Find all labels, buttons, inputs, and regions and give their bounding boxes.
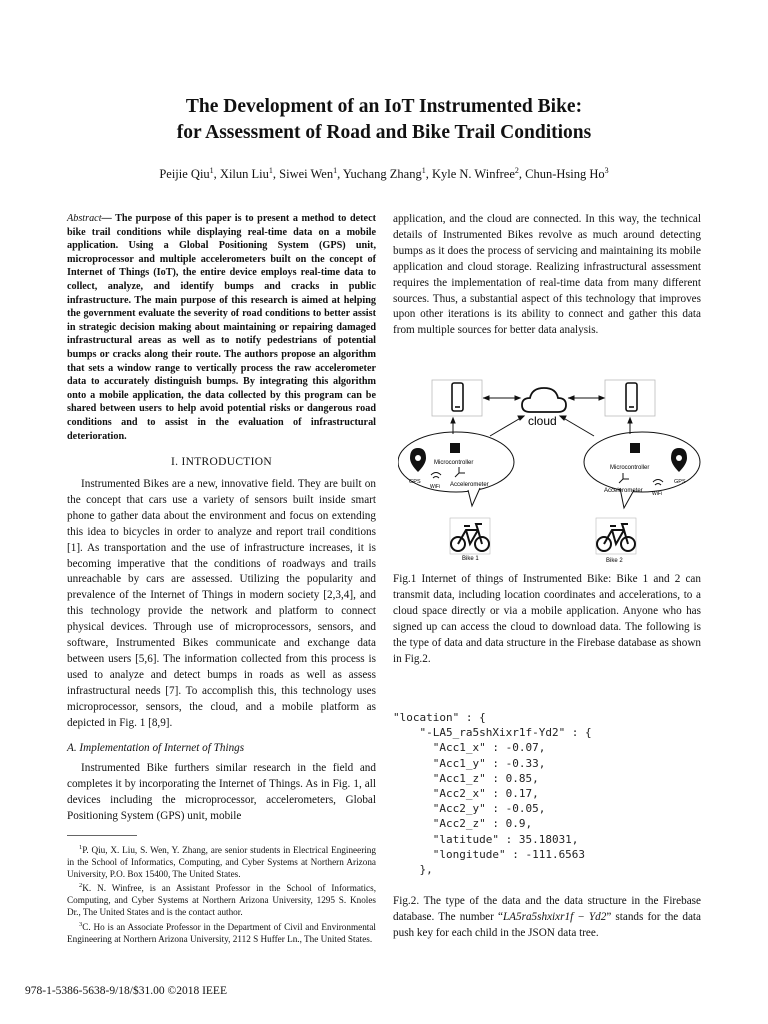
microcontroller-label: Microcontroller	[434, 460, 474, 466]
accelerometer-icon	[455, 467, 465, 477]
microcontroller-chip-icon	[450, 443, 460, 453]
accelerometer-icon	[619, 473, 629, 483]
figure1-caption: Fig.1 Internet of things of Instrumented Bike: Bike 1 and 2 can transmit data, including location coordinates and accelerations, to a cloud space directly or via a mobile application. Anyone who has signed up can access the cloud to download data. The following is the type of data and data structure in the Firebase database as shown in Fig.2.	[393, 573, 701, 665]
abstract-lead: Abstract	[67, 213, 102, 224]
gps-pin-icon	[671, 448, 687, 472]
gps-label: GPS	[674, 479, 686, 485]
cloud-label: cloud	[528, 414, 557, 428]
isbn-copyright-line: 978-1-5386-5638-9/18/$31.00 ©2018 IEEE	[25, 985, 227, 997]
implementation-paragraph: Instrumented Bike furthers similar research in the field and completes it by incorporating the Internet of Things. As in Fig. 1, all devices including the microprocessor, accelerometers, Global Positioning System (GPS) unit, mobile	[67, 762, 376, 823]
phone-icon	[626, 383, 637, 411]
title-line-1: The Development of an IoT Instrumented Bike:	[185, 96, 583, 117]
microcontroller-label: Microcontroller	[610, 465, 650, 471]
subsection-heading: A. Implementation of Internet of Things	[67, 741, 245, 754]
gps-label: GPS	[409, 479, 421, 485]
author-list: Peijie Qiu$^1$, Xilun Liu$^1$, Siwei Wen$^1$, Yuchang Zhang$^1$, Kyle N. Winfree$^2$, Chun-Hsing Ho$^3$	[159, 166, 609, 182]
author: Siwei Wen$^1$	[279, 166, 338, 182]
bike1-label: Bike 1	[462, 556, 479, 562]
accelerometer-label: Accelerometer	[450, 482, 489, 488]
fig2-caption-math: LA5ra5shxixr1f − Yd2	[502, 910, 607, 923]
footnote-rule	[67, 835, 137, 836]
figure2-caption	[393, 894, 701, 942]
abstract-text: — The purpose of this paper is to present a method to detect bike trail conditions while displaying real-time data on a mobile application. Using a Global Positioning System (GPS) unit, microprocessor and multiple accelerometers built on the concept of Internet of Things (IoT), the entire device employs real-time data to collect, analyze, and identify bumps and cracks in public infrastructure. The main purpose of this research is aimed at helping the government evaluate the severity of road conditions to better assist in strategic decision making about maintaining or repairing damaged infrastructural areas as well as to notify pedestrians of potential bumps or cracks along their route. The authors propose an algorithm that sets a window range to vertically process the raw accelerometer data to accurately distinguish bumps. By integrating this algorithm onto a mobile application, the data collected by this program can be shared between users to help avoid potential risks or dangerous road conditions and to assist in the evaluation of infrastructural deterioration.	[67, 213, 376, 442]
gps-pin-icon	[410, 448, 426, 472]
wifi-icon	[653, 480, 663, 486]
author: Kyle N. Winfree$^2$	[431, 166, 519, 182]
fig2-caption-pre: Fig.2. The type of the data and the data structure in the Firebase database. The number “	[393, 895, 701, 923]
footnote: $^2$K. N. Winfree, is an Assistant Professor in the School of Informatics, Computing, and Cyber Systems at Northern Arizona University, 1295 S. Knoles Dr., The United States and is the contact author.	[67, 882, 376, 918]
fig2-caption-post: ” stands for the data push key for each child in the JSON data tree.	[393, 910, 701, 939]
title-line-2: for Assessment of Road and Bike Trail Conditions	[176, 122, 592, 143]
abstract	[67, 212, 376, 443]
phone-icon	[452, 383, 463, 411]
intro-paragraph: Instrumented Bikes are a new, innovative field. They are built on the concept that cars use a variety of sensors built inside smart phone to gather data about the environment and focus on extending this idea to bicycles in order to analyze and report trail conditions [1]. As transportation and the use of infrastructure increases, it is becoming imperative that the conditions of roadways and trails unreachable by cars are assessed. Utilizing the popularity and prevalence of the Internet of Things in modern society [2,3,4], and this technology provide the network and platform to connect physical devices. Through use of microprocessors, sensors, and software, Instrumented Bikes communicate and exchange data between users [5,6]. The information collected from this process is used to analyze and detect bumps in roads as well as assess infrastructural needs [7]. To accomplish this, this technology uses microprocessor, sensors, the cloud, and a mobile platform as depicted in Fig. 1 [8,9].	[67, 478, 376, 729]
bike2-label: Bike 2	[606, 558, 623, 564]
right-column-text	[393, 212, 701, 339]
author: Chun-Hsing Ho$^3$	[525, 166, 609, 182]
author: Peijie Qiu$^1$	[159, 166, 214, 182]
accelerometer-label: Accelerometer	[604, 488, 643, 494]
bike-icon	[450, 518, 490, 554]
left-column	[67, 212, 376, 946]
author: Yuchang Zhang$^1$	[342, 166, 426, 182]
wifi-label: WiFi	[652, 491, 662, 497]
paper-title	[0, 94, 768, 146]
footnote: $^1$P. Qiu, X. Liu, S. Wen, Y. Zhang, are senior students in Electrical Engineering in the School of Informatics, Computing, and Cyber Systems at Northern Arizona University, P.O. Box 15400, The United States.	[67, 844, 376, 879]
wifi-label: WiFi	[430, 484, 440, 490]
author: Xilun Liu$^1$	[219, 166, 273, 182]
footnote: $^3$C. Ho is an Associate Professor in the Department of Civil and Environmental Engineering at Northern Arizona University, 2112 S Huffer Ln., The United States.	[67, 920, 376, 944]
figure-iot-diagram	[398, 372, 701, 566]
section-heading-introduction: I. INTRODUCTION	[171, 456, 272, 469]
wifi-icon	[431, 473, 441, 479]
microcontroller-chip-icon	[630, 443, 640, 453]
json-code-block: "location" : { "-LA5_ra5shXixr1f-Yd2" : { "Acc1_x" : -0.07, "Acc1_y" : -0.33, "Acc1_z" : 0.85, "Acc2_x" : 0.17, "Acc2_y" : -0.05, "Acc2_z" : 0.9, "latitude" : 35.18031, "longitude" : -111.6563 },	[393, 711, 592, 877]
continuation-paragraph: application, and the cloud are connected. In this way, the technical details of Instrumented Bikes revolve as much around detecting bumps as it does the process of servicing and maintaining its mobile application and cloud storage. Realizing infrastructural assessment requires the implementation of real-time data from many different sources. Thus, a substantial aspect of this technology that improves upon other iterations is its ability to connect and gather this data from multiple sources for better data analysis.	[393, 213, 701, 337]
bike-icon	[596, 518, 636, 554]
cloud-icon	[522, 388, 566, 412]
